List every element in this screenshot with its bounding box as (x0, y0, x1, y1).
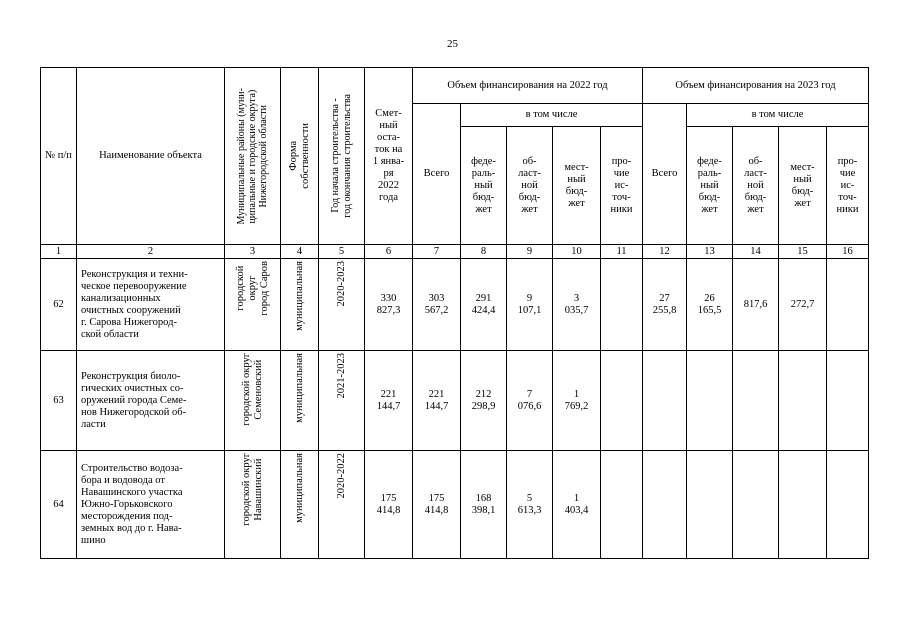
total-2023: 27 255,8 (643, 259, 687, 351)
local-2023 (779, 451, 827, 559)
column-number-16: 16 (827, 245, 869, 259)
local-2023 (779, 351, 827, 451)
district: городской округ Семеновский (225, 351, 281, 451)
column-number-9: 9 (507, 245, 553, 259)
ownership: муниципальная (281, 451, 319, 559)
header-name: Наименование объекта (77, 68, 225, 245)
total-2023 (643, 351, 687, 451)
header-balance: Смет- ный оста- ток на 1 янва- ря 2022 года (365, 68, 413, 245)
balance-2022: 175 414,8 (365, 451, 413, 559)
header-incl-2023: в том числе (687, 104, 869, 127)
header-other-2023: про- чие ис- точ- ники (827, 127, 869, 245)
column-number-7: 7 (413, 245, 461, 259)
header-years: Год начала строительства - год окончания строительства (319, 68, 365, 245)
total-2022: 221 144,7 (413, 351, 461, 451)
federal-2023: 26 165,5 (687, 259, 733, 351)
header-federal-2022: феде- раль- ный бюд- жет (461, 127, 507, 245)
other-2022 (601, 351, 643, 451)
header-total-2023: Всего (643, 104, 687, 245)
total-2023 (643, 451, 687, 559)
row-number: 62 (41, 259, 77, 351)
table-row (41, 451, 869, 559)
district: городской округ Навашинский (225, 451, 281, 559)
balance-2022: 330 827,3 (365, 259, 413, 351)
header-ownership: Форма собственности (281, 68, 319, 245)
header-incl-2022: в том числе (461, 104, 643, 127)
federal-2023 (687, 451, 733, 559)
column-number-8: 8 (461, 245, 507, 259)
column-number-15: 15 (779, 245, 827, 259)
other-2023 (827, 259, 869, 351)
federal-2022: 291 424,4 (461, 259, 507, 351)
column-number-6: 6 (365, 245, 413, 259)
column-number-5: 5 (319, 245, 365, 259)
header-local-2023: мест- ный бюд- жет (779, 127, 827, 245)
row-number: 63 (41, 351, 77, 451)
regional-2023 (733, 451, 779, 559)
local-2022: 3 035,7 (553, 259, 601, 351)
column-number-14: 14 (733, 245, 779, 259)
years: 2020-2023 (319, 259, 365, 351)
other-2023 (827, 351, 869, 451)
regional-2022: 7 076,6 (507, 351, 553, 451)
header-total-2022: Всего (413, 104, 461, 245)
years: 2021-2023 (319, 351, 365, 451)
column-number-10: 10 (553, 245, 601, 259)
ownership: муниципальная (281, 351, 319, 451)
table-row (41, 259, 869, 351)
header-district: Муниципальные районы (муни- ципальные и городские округа) Нижегородской области (225, 68, 281, 245)
other-2022 (601, 451, 643, 559)
years: 2020-2022 (319, 451, 365, 559)
column-number-1: 1 (41, 245, 77, 259)
row-number: 64 (41, 451, 77, 559)
regional-2022: 5 613,3 (507, 451, 553, 559)
local-2023: 272,7 (779, 259, 827, 351)
object-name: Строительство водоза- бора и водовода от Навашинского участка Южно-Горьковского месторождения под- земных вод до г. Нава- шино (77, 451, 225, 559)
federal-2022: 168 398,1 (461, 451, 507, 559)
header-regional-2023: об- ласт- ной бюд- жет (733, 127, 779, 245)
header-local-2022: мест- ный бюд- жет (553, 127, 601, 245)
regional-2022: 9 107,1 (507, 259, 553, 351)
local-2022: 1 769,2 (553, 351, 601, 451)
column-number-2: 2 (77, 245, 225, 259)
column-number-row (41, 245, 869, 259)
federal-2023 (687, 351, 733, 451)
regional-2023 (733, 351, 779, 451)
column-number-4: 4 (281, 245, 319, 259)
header-num: № п/п (41, 68, 77, 245)
local-2022: 1 403,4 (553, 451, 601, 559)
header-other-2022: про- чие ис- точ- ники (601, 127, 643, 245)
balance-2022: 221 144,7 (365, 351, 413, 451)
other-2023 (827, 451, 869, 559)
financing-table (40, 67, 869, 559)
object-name: Реконструкция и техни- ческое перевооружение канализационных очистных сооружений г. Сарова Нижегород- ской области (77, 259, 225, 351)
federal-2022: 212 298,9 (461, 351, 507, 451)
district: городской округ город Саров (225, 259, 281, 351)
column-number-11: 11 (601, 245, 643, 259)
other-2022 (601, 259, 643, 351)
column-number-13: 13 (687, 245, 733, 259)
header-regional-2022: об- ласт- ной бюд- жет (507, 127, 553, 245)
column-number-12: 12 (643, 245, 687, 259)
header-fin-2022: Объем финансирования на 2022 год (413, 68, 643, 104)
total-2022: 303 567,2 (413, 259, 461, 351)
ownership: муниципальная (281, 259, 319, 351)
total-2022: 175 414,8 (413, 451, 461, 559)
page-number: 25 (447, 38, 458, 50)
header-fin-2023: Объем финансирования на 2023 год (643, 68, 869, 104)
table-row (41, 351, 869, 451)
regional-2023: 817,6 (733, 259, 779, 351)
column-number-3: 3 (225, 245, 281, 259)
object-name: Реконструкция биоло- гических очистных со- оружений города Семе- нов Нижегородской об- ласти (77, 351, 225, 451)
header-federal-2023: феде- раль- ный бюд- жет (687, 127, 733, 245)
